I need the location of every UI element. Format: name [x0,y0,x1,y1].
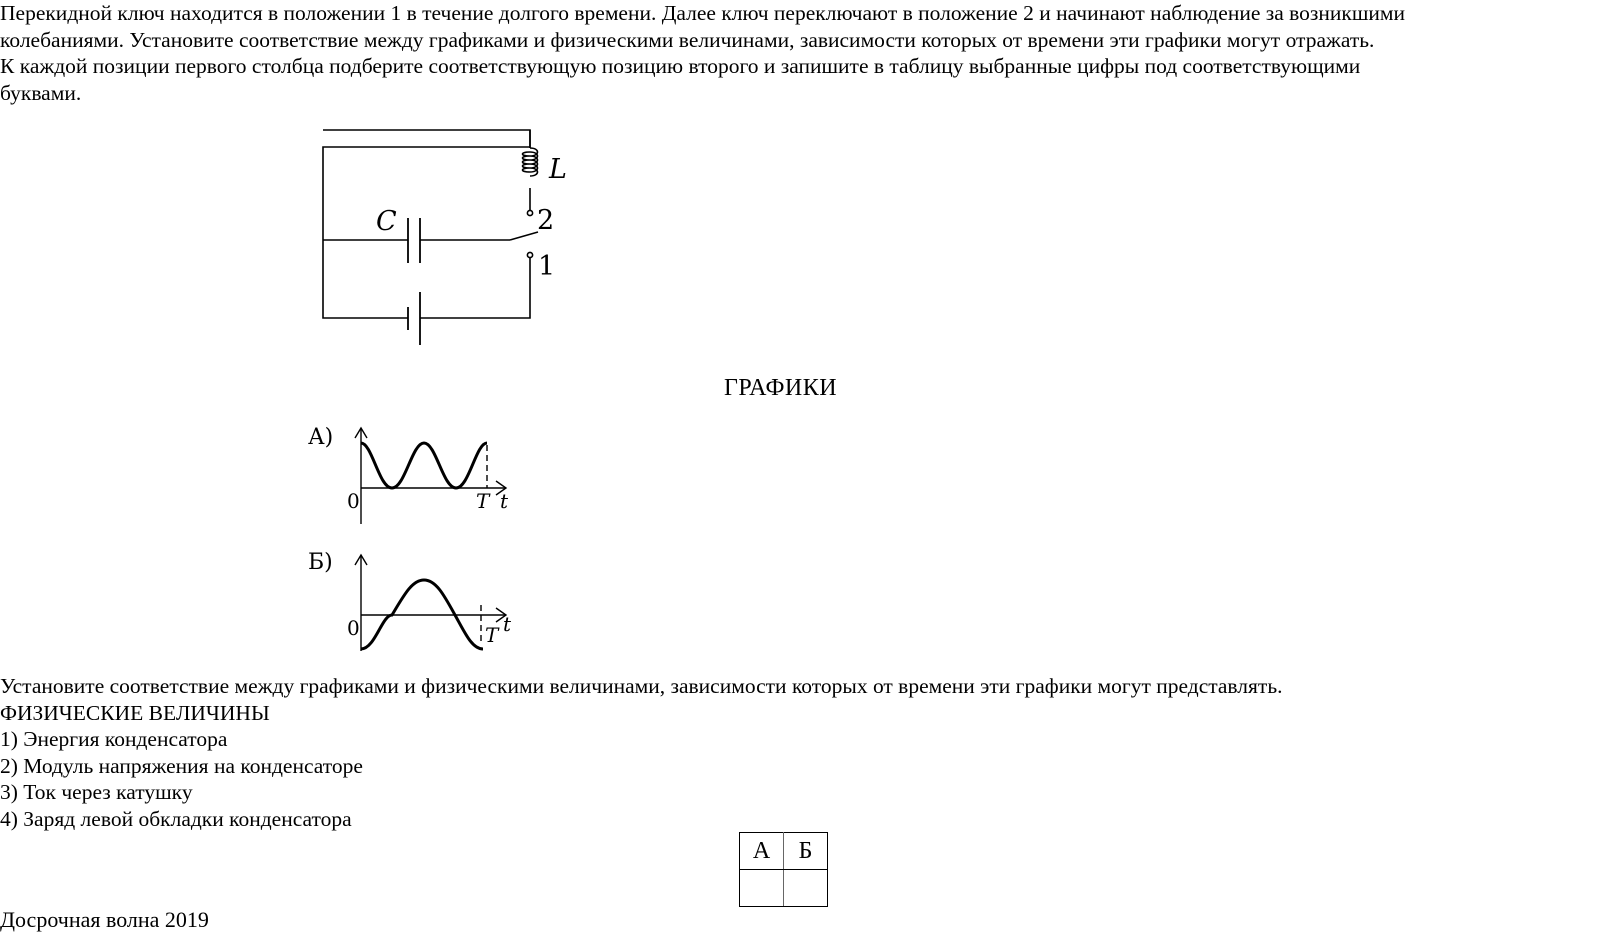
answer-header-b: Б [784,833,828,870]
problem-statement [0,0,1600,106]
intro-line: буквами. [0,80,82,105]
inductor-label: L [549,154,567,185]
graph-a-period-label: T [476,489,490,513]
graph-a-curve [361,443,487,488]
switch-position-1-label: 1 [538,251,556,282]
answer-table [739,832,828,907]
graph-b-axis-label: t [503,612,512,636]
graph-a-origin: 0 [347,489,360,513]
graph-a-letter: А) [308,425,334,450]
graph-a [300,418,530,530]
source-footer: Досрочная волна 2019 [0,907,209,932]
capacitor-label: C [376,206,397,237]
graph-a-axis-label: t [500,489,509,513]
instruction-text: Установите соответствие между графиками и физическими величинами, зависимости которых от времени эти графики могут представлять. [0,674,1283,698]
intro-line: К каждой позиции первого столбца подберите соответствующую позицию второго и запишите в таблицу выбранные цифры под соответствующими [0,54,1361,78]
answer-table-value-row [740,870,828,907]
graph-b [300,545,530,655]
quantities-heading: ФИЗИЧЕСКИЕ ВЕЛИЧИНЫ [0,700,270,725]
option-item: 1) Энергия конденсатора [0,727,228,751]
answer-cell-a[interactable] [740,870,784,907]
answer-header-a: А [740,833,784,870]
graph-b-origin: 0 [347,616,360,640]
graphs-heading: ГРАФИКИ [724,375,838,401]
inductor-coil [523,148,538,176]
graph-b-letter: Б) [308,550,333,575]
graph-b-period-label: T [485,623,499,647]
answer-cell-b[interactable] [784,870,828,907]
option-item: 4) Заряд левой обкладки конденсатора [0,806,352,831]
intro-line: колебаниями. Установите соответствие между графиками и физическими величинами, зависимости которых от времени эти графики могут отражать. [0,27,1375,52]
switch-position-2-label: 2 [537,205,555,236]
quantities-section [0,673,1600,832]
circuit-diagram [300,120,600,360]
option-item: 3) Ток через катушку [0,780,193,804]
answer-table-header-row [740,833,828,870]
intro-line: Перекидной ключ находится в положении 1 в течение долгого времени. Далее ключ переключают в положение 2 и начинают наблюдение за возникшими [0,1,1406,25]
option-item: 2) Модуль напряжения на конденсаторе [0,753,363,778]
